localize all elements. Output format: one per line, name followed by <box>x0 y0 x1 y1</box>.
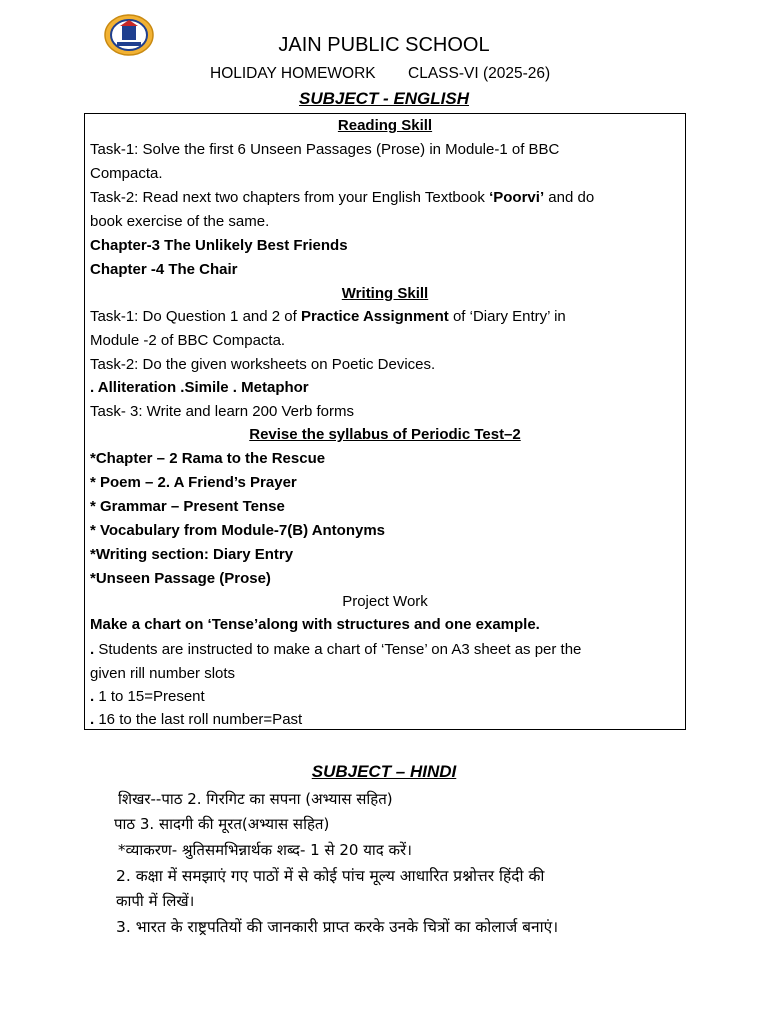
roll-slot-past-text: 16 to the last roll number=Past <box>94 711 303 728</box>
hindi-subject-heading: SUBJECT – HINDI <box>311 762 457 781</box>
english-subject-heading: SUBJECT - ENGLISH <box>298 89 470 108</box>
revise-item-3: * Grammar – Present Tense <box>90 498 285 515</box>
hindi-line-3: *व्याकरण- श्रुतिसमभिन्नार्थक शब्द- 1 से 20 याद करें। <box>118 841 412 859</box>
reading-task2-text: Task-2: Read next two chapters from your English Textbook <box>90 189 490 206</box>
hindi-line-1: शिखर--पाठ 2. गिरगिट का सपना (अभ्यास सहित) <box>118 790 393 808</box>
textbook-name: ‘Poorvi’ <box>489 189 545 206</box>
writing-task2: Task-2: Do the given worksheets on Poetic Devices. <box>90 356 436 373</box>
writing-task1-line1 <box>90 307 566 327</box>
project-instruction-text: Students are instructed to make a chart of ‘Tense’ on A3 sheet as per the <box>94 641 582 658</box>
practice-assignment: Practice Assignment <box>300 308 449 325</box>
writing-task1-line2: Module -2 of BBC Compacta. <box>90 332 286 349</box>
writing-skill-heading: Writing Skill <box>341 285 429 302</box>
hindi-line-6: 3. भारत के राष्ट्रपतियों की जानकारी प्राप्त करके उनके चित्रों का कोलार्ज बनाएं। <box>116 918 559 936</box>
revise-syllabus-heading: Revise the syllabus of Periodic Test–2 <box>249 426 521 443</box>
roll-slot-present <box>90 687 205 707</box>
writing-task1-tail: of ‘Diary Entry’ in <box>448 308 566 325</box>
bullet-dot: . <box>90 688 95 705</box>
revise-item-6: *Unseen Passage (Prose) <box>90 570 271 587</box>
chapter-4: Chapter -4 The Chair <box>90 261 238 278</box>
project-title: Make a chart on ‘Tense’along with structures and one example. <box>90 616 540 633</box>
project-instruction-line1 <box>90 640 581 660</box>
reading-task1-line1: Task-1: Solve the first 6 Unseen Passages (Prose) in Module-1 of BBC <box>90 141 560 158</box>
poetic-devices: . Alliteration .Simile . Metaphor <box>90 379 309 396</box>
reading-task2-tail: and do <box>544 189 595 206</box>
reading-task2-line2: book exercise of the same. <box>90 213 270 230</box>
hindi-line-5: कापी में लिखें। <box>116 892 195 910</box>
reading-task1-line2: Compacta. <box>90 165 163 182</box>
bullet-dot: . <box>90 641 95 658</box>
revise-item-5: *Writing section: Diary Entry <box>90 546 294 563</box>
revise-item-4: * Vocabulary from Module-7(B) Antonyms <box>90 522 386 539</box>
chapter-3: Chapter-3 The Unlikely Best Friends <box>90 237 348 254</box>
revise-item-1: *Chapter – 2 Rama to the Rescue <box>90 450 326 467</box>
reading-skill-heading: Reading Skill <box>337 117 433 134</box>
homework-title: HOLIDAY HOMEWORK <box>210 65 376 82</box>
writing-task1-text: Task-1: Do Question 1 and 2 of <box>90 308 301 325</box>
revise-item-2: * Poem – 2. A Friend’s Prayer <box>90 474 297 491</box>
roll-slot-past <box>90 710 302 730</box>
hindi-line-4: 2. कक्षा में समझाएं गए पाठों में से कोई पांच मूल्य आधारित प्रश्नोत्तर हिंदी की <box>116 867 545 885</box>
bullet-dot: . <box>90 711 95 728</box>
hindi-line-2: पाठ 3. सादगी की मूरत(अभ्यास सहित) <box>114 815 330 833</box>
roll-slot-present-text: 1 to 15=Present <box>94 688 205 705</box>
writing-task3: Task- 3: Write and learn 200 Verb forms <box>90 403 355 420</box>
reading-task2-line1 <box>90 188 594 208</box>
school-name: JAIN PUBLIC SCHOOL <box>278 34 490 56</box>
project-work-heading: Project Work <box>342 593 428 610</box>
class-label: CLASS-VI (2025-26) <box>408 65 551 82</box>
project-instruction-line2: given rill number slots <box>90 665 236 682</box>
